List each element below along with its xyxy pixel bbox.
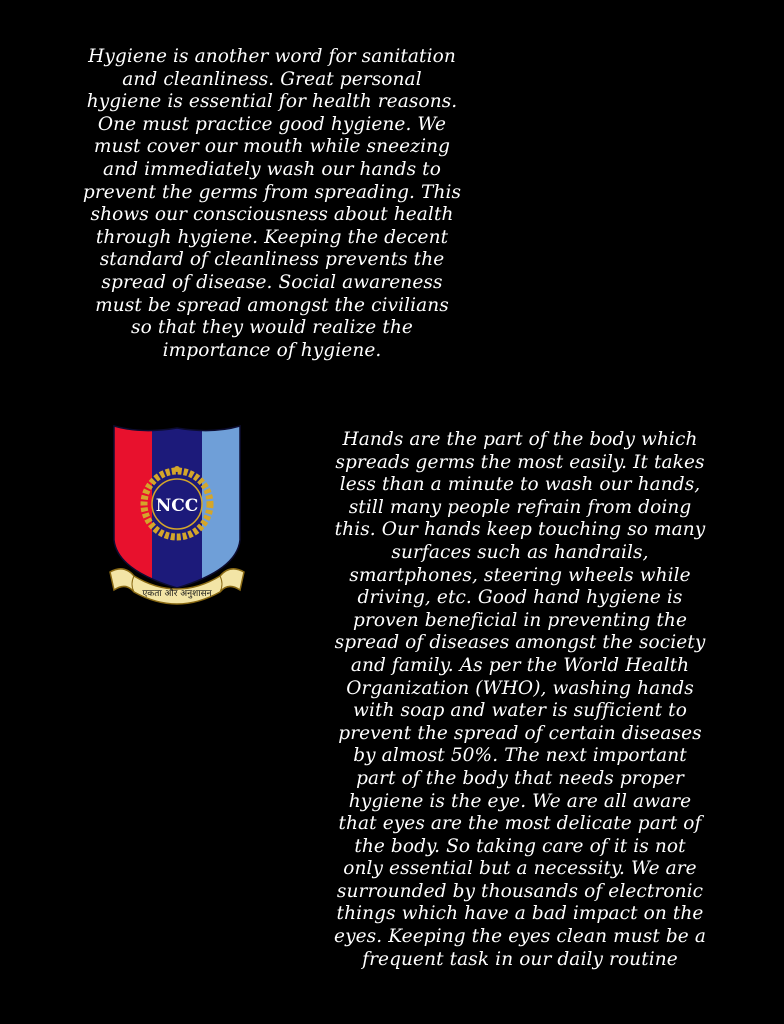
ncc-emblem-icon <box>104 420 250 616</box>
emblem-label: NCC <box>155 496 199 516</box>
emblem-motto: एकता और अनुशासन <box>142 589 212 599</box>
hygiene-paragraph: Hygiene is another word for sanitation and cleanliness. Great personal hygiene is essential for health reasons. One must practice good hygiene. We must cover our mouth while sneezing and immediately wash our hands to prevent the germs from spreading. This shows our consciousness about health through hygiene. Keeping the decent standard of cleanliness prevents the spread of disease. Social awareness must be spread amongst the civilians so that they would realize the importance of hygiene. <box>82 46 462 361</box>
hands-paragraph: Hands are the part of the body which spreads germs the most easily. It takes less than a minute to wash our hands, still many people refrain from doing this. Our hands keep touching so many surfaces such as handrails, smartphones, steering wheels while driving, etc. Good hand hygiene is proven beneficial in preventing the spread of diseases amongst the society and family. As per the World Health Organization (WHO), washing hands with soap and water is sufficient to prevent the spread of certain diseases by almost 50%. The next important part of the body that needs proper hygiene is the eye. We are all aware that eyes are the most delicate part of the body. So taking care of it is not only essential but a necessity. We are surrounded by thousands of electronic things which have a bad impact on the eyes. Keeping the eyes clean must be a frequent task in our daily routine <box>334 429 706 970</box>
